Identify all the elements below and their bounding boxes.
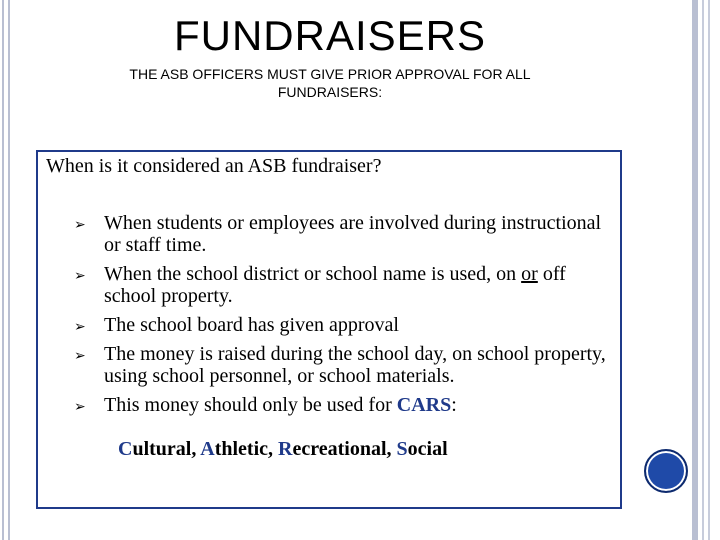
rail-line	[708, 0, 710, 540]
arrowhead-bullet-icon: ➢	[74, 319, 86, 335]
cars-letter-s: S	[396, 438, 408, 460]
bullet-text: The money is raised during the school day, on school property, using school personnel, or school materials.	[104, 343, 606, 387]
list-item	[74, 394, 614, 416]
rail-line	[702, 0, 704, 540]
arrowhead-bullet-icon: ➢	[74, 217, 86, 233]
bullet-text: The school board has given approval	[104, 314, 399, 336]
cars-letter-a: A	[200, 438, 215, 460]
decorative-circle-icon	[644, 449, 688, 493]
bullet-text-tail: off school property.	[104, 263, 566, 307]
arrowhead-bullet-icon: ➢	[74, 399, 86, 415]
arrowhead-bullet-icon: ➢	[74, 268, 86, 284]
cars-acronym: CARS	[396, 394, 452, 416]
content-box	[36, 150, 622, 509]
bullet-text: When the school district or school name is used, on	[104, 263, 522, 285]
arrowhead-bullet-icon: ➢	[74, 348, 86, 364]
cars-word-rest: ocial	[407, 438, 448, 460]
cars-colon: :	[451, 394, 457, 416]
cars-letter-c: C	[118, 438, 133, 460]
cars-expansion	[118, 438, 448, 461]
list-item	[74, 343, 614, 387]
bullet-list	[74, 212, 614, 423]
cars-word-rest: ecreational,	[292, 438, 397, 460]
bullet-text: This money should only be used for	[104, 394, 397, 416]
list-item	[74, 263, 614, 307]
slide-title: FUNDRAISERS	[173, 12, 487, 59]
underlined-word: or	[521, 263, 538, 285]
bullet-text: When students or employees are involved during instructional or staff time.	[104, 212, 602, 256]
rail-line	[8, 0, 10, 540]
list-item	[74, 212, 614, 256]
cars-word-rest: ultural,	[132, 438, 201, 460]
rail-line	[692, 0, 698, 540]
list-item	[74, 314, 614, 336]
left-decorative-rail	[0, 0, 12, 540]
question-heading: When is it considered an ASB fundraiser?	[46, 155, 382, 177]
slide-subtitle: THE ASB OFFICERS MUST GIVE PRIOR APPROVAL FOR ALL FUNDRAISERS:	[129, 66, 531, 100]
cars-letter-r: R	[278, 438, 293, 460]
right-decorative-rail	[686, 0, 720, 540]
cars-word-rest: thletic,	[214, 438, 279, 460]
rail-line	[2, 0, 4, 540]
